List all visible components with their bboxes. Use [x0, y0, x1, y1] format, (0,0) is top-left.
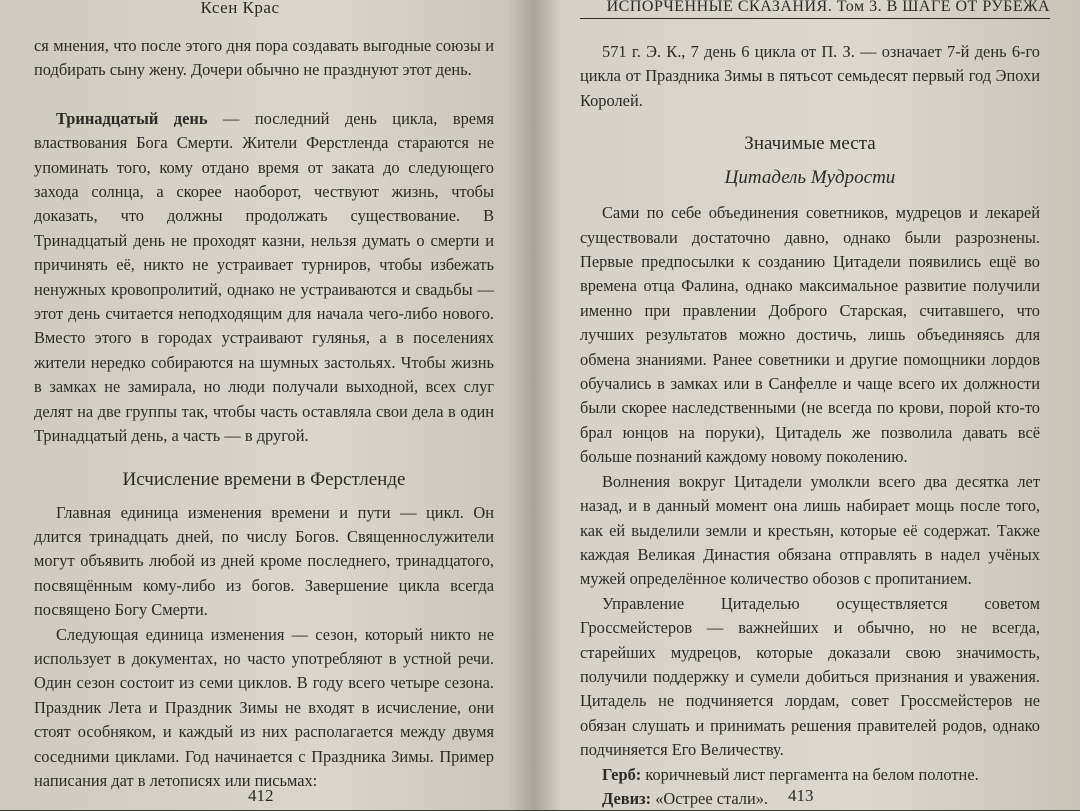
coat-label: Герб:: [602, 764, 642, 784]
motto-label: Девиз:: [602, 788, 652, 808]
left-running-head: Ксен Крас: [200, 0, 280, 17]
paragraph: Главная единица изменения времени и пути — цикл. Он длится тринадцать дней, по числу Богов. Священнослужители могут объявить любой из дней кроме последнего, тринадцатого, посвящённым кому-либо из богов. Завершение цикла всегда посвящено Богу Смерти.: [34, 502, 494, 620]
paragraph: 571 г. Э. К., 7 день 6 цикла от П. З. — означает 7-й день 6-го цикла от Праздника Зимы в пятьсот семьдесят первый год Эпохи Королей.: [580, 42, 1040, 110]
paragraph: Сами по себе объединения советников, мудрецов и лекарей существовали достаточно давно, однако были разрознены. Первые предпосылки к созданию Цитадели появились ещё во времена отца Фалина, однако максимальное развитие получили именно при правлении Доброго Старская, считавшего, что лучших результатов можно достичь, лишь объединяясь для обмена знаниями. Ранее советники и другие помощники лордов обучались в замках или в Санфелле и чаще всего их должности были скорее наследственными (не всегда по крови, порой кто-то брал юнцов на поруки), Цитадель же позволила давать всё больше познаний каждому новому поколению.: [580, 203, 1040, 467]
subsection-heading: Цитадель Мудрости: [724, 167, 896, 189]
right-page: [540, 0, 1080, 810]
coat-of-arms-line: [580, 763, 1040, 787]
right-running-head: ИСПОРЧЕННЫЕ СКАЗАНИЯ. Том 3. В ШАГЕ ОТ РУБЕЖА: [580, 0, 1050, 19]
paragraph: ся мнения, что после этого дня пора создавать выгодные союзы и подбирать сыну жену. Дочери обычно не празднуют этот день.: [34, 36, 494, 80]
page-number-left: 412: [248, 786, 274, 805]
paragraph: Управление Цитаделью осуществляется советом Гроссмейстеров — важнейших и обычно, но не всегда, старейших мудрецов, которые доказали свою значимость, получили поддержку и сумели добиться признания и уважения. Цитадель не подчиняется лордам, совет Гроссмейстеров не обязан слушать и принимать решения правителей родов, однако подчиняется Его Величеству.: [580, 593, 1040, 760]
paragraph: Волнения вокруг Цитадели умолкли всего два десятка лет назад, и в данный момент она лишь набирает мощь после того, как ей выделили земли и крестьян, которые её содержат. Также каждая Великая Династия обязана отправлять в надел учёных мужей определённое количество обозов с пропитанием.: [580, 471, 1040, 589]
left-page-text: [34, 34, 494, 793]
section-heading: Исчисление времени в Ферстленде: [122, 468, 406, 490]
paragraph-text: — последний день цикла, время властвования Бога Смерти. Жители Ферстленда стараются не упоминать того, кому отдано время от заката до следующего захода солнца, а скорее наоборот, чествуют жизнь, чтобы доказать, что должны продолжать существование. В Тринадцатый день не проходят казни, нельзя думать о смерти и причинять её, никто не устраивает турниров, чтобы избежать ненужных кровопролитий, однако не устраиваются и свадьбы — этот день считается неподходящим для начала чего-либо нового. Вместо этого в городах устраивают гулянья, а в поселениях жители нередко собираются на шумных застольях. Чтобы жизнь в замках не замирала, но люди получали выходной, всех слуг делят на две группы так, чтобы часть оставляла свои дела в один Тринадцатый день, а часть — в другой.: [34, 108, 494, 446]
paragraph: Следующая единица изменения — сезон, который никто не использует в документах, но часто употребляют в устной речи. Один сезон состоит из семи циклов. В году всего четыре сезона. Праздник Лета и Праздник Зимы не входят в исчисление, они стоят особняком, и каждый из них располагается между двумя соседними циклами. Год начинается с Праздника Зимы. Пример написания дат в летописях или письмах:: [34, 624, 494, 790]
section-heading: Значимые места: [744, 133, 876, 155]
coat-text: коричневый лист пергамента на белом полотне.: [641, 764, 979, 784]
right-page-text: [580, 40, 1040, 811]
left-page: [0, 0, 530, 810]
paragraph: [34, 107, 494, 449]
bold-term: Тринадцатый день: [56, 108, 208, 128]
page-number-right: 413: [788, 786, 814, 805]
motto-text: «Острее стали».: [651, 788, 769, 808]
